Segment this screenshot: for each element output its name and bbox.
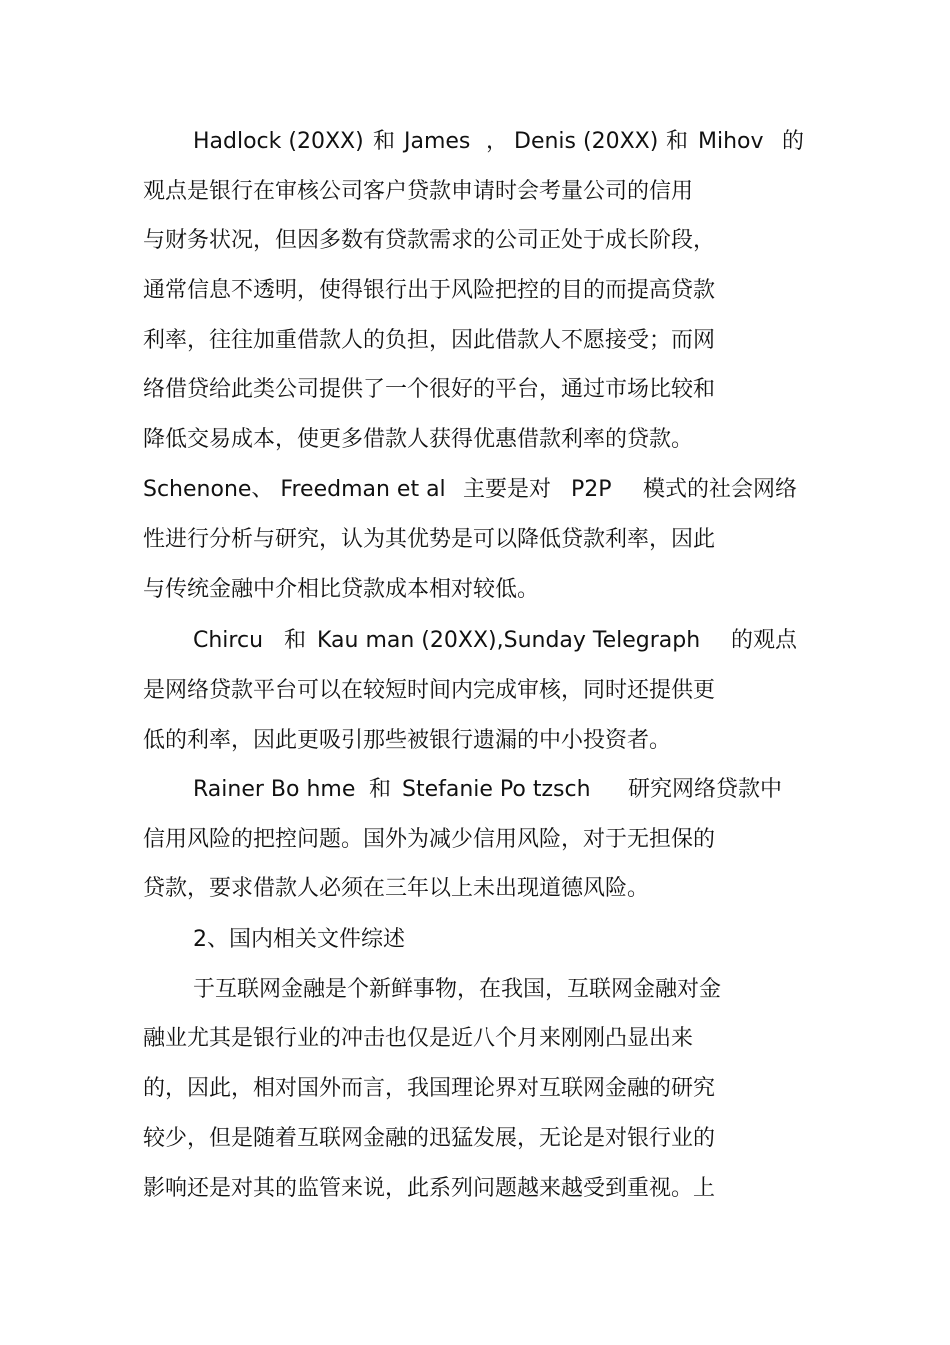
author-ref-hadlock: Hadlock (20XX) — [193, 129, 364, 154]
particle-de: 的 — [782, 129, 805, 154]
term-p2p: P2P — [571, 477, 612, 502]
text-line-12: 是网络贷款平台可以在较短时间内完成审核，同时还提供更 — [143, 678, 716, 703]
text-line-13: 低的利率，因此更吸引那些被银行遗漏的中小投资者。 — [143, 728, 672, 753]
text-segment: 的观点 — [731, 628, 798, 653]
text-segment: 研究网络贷款中 — [628, 777, 783, 802]
author-ref-stefanie-potzsch: Stefanie Po tzsch — [402, 777, 591, 802]
comma-separator: ， — [486, 129, 509, 154]
text-line-15: 信用风险的把控问题。国外为减少信用风险，对于无担保的 — [143, 827, 716, 852]
author-ref-schenone-freedman: Schenone、 Freedman et al — [143, 477, 446, 502]
text-line-20: 的，因此，相对国外而言，我国理论界对互联网金融的研究 — [143, 1076, 716, 1101]
text-line-14 — [193, 775, 813, 805]
text-line-5: 利率，往往加重借款人的负担，因此借款人不愿接受；而网 — [143, 328, 716, 353]
conjunction-he: 和 — [666, 129, 689, 154]
text-line-1 — [193, 127, 813, 157]
text-line-8 — [143, 475, 803, 505]
text-line-10: 与传统金融中介相比贷款成本相对较低。 — [143, 577, 540, 602]
author-ref-james: James — [404, 129, 471, 154]
text-segment: 主要是对 — [463, 477, 552, 502]
text-line-3: 与财务状况，但因多数有贷款需求的公司正处于成长阶段， — [143, 228, 716, 253]
conjunction-he: 和 — [284, 628, 307, 653]
text-line-19: 融业尤其是银行业的冲击也仅是近八个月来刚刚凸显出来 — [143, 1026, 694, 1051]
conjunction-he: 和 — [373, 129, 396, 154]
author-ref-kauman: Kau man (20XX),Sunday Telegraph — [317, 628, 701, 653]
author-ref-chircu: Chircu — [193, 628, 264, 653]
text-line-21: 较少，但是随着互联网金融的迅猛发展，无论是对银行业的 — [143, 1126, 716, 1151]
text-line-18: 于互联网金融是个新鲜事物，在我国，互联网金融对金 — [193, 977, 722, 1002]
text-line-9: 性进行分析与研究，认为其优势是可以降低贷款利率，因此 — [143, 527, 716, 552]
conjunction-he: 和 — [369, 777, 392, 802]
section-heading: 2、国内相关文件综述 — [193, 927, 405, 952]
text-line-2: 观点是银行在审核公司客户贷款申请时会考量公司的信用 — [143, 179, 694, 204]
text-line-7: 降低交易成本，使更多借款人获得优惠借款利率的贷款。 — [143, 427, 694, 452]
author-ref-denis: Denis (20XX) — [514, 129, 659, 154]
text-line-16: 贷款，要求借款人必须在三年以上未出现道德风险。 — [143, 876, 650, 901]
text-line-4: 通常信息不透明，使得银行出于风险把控的目的而提高贷款 — [143, 278, 716, 303]
text-line-11 — [193, 626, 813, 656]
text-segment: 模式的社会网络 — [643, 477, 798, 502]
text-line-22: 影响还是对其的监管来说，此系列问题越来越受到重视。上 — [143, 1176, 716, 1201]
text-line-6: 络借贷给此类公司提供了一个很好的平台，通过市场比较和 — [143, 377, 716, 402]
author-ref-mihov: Mihov — [698, 129, 764, 154]
author-ref-rainer-bohme: Rainer Bo hme — [193, 777, 356, 802]
